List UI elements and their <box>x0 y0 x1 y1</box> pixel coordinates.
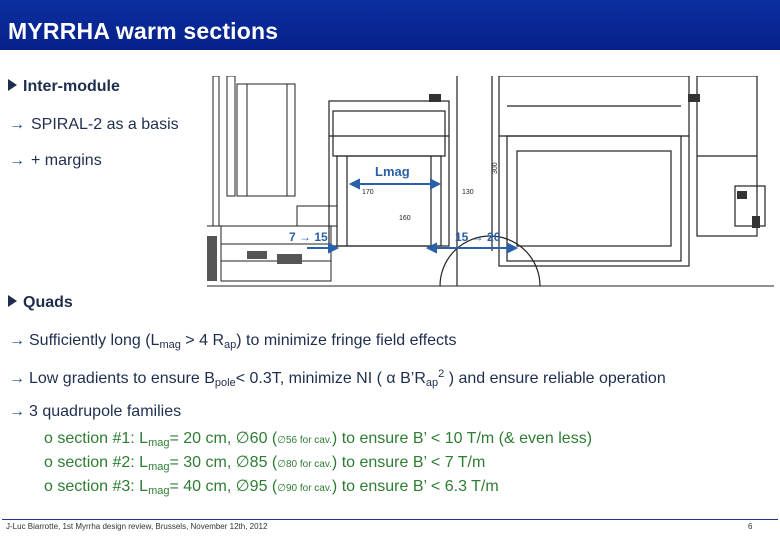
right-arrow-icon: → <box>9 332 25 349</box>
page-number: 6 <box>748 522 753 531</box>
left-range-label: 7 → 15 <box>289 230 328 244</box>
lmag-label: Lmag <box>375 164 410 179</box>
footer-divider <box>2 519 778 520</box>
intermodule-item: → SPIRAL-2 as a basis <box>9 116 179 133</box>
slide-title: MYRRHA warm sections <box>8 18 279 44</box>
intermodule-item: → + margins <box>9 152 102 169</box>
bullet-arrow-icon <box>8 79 17 91</box>
right-arrow-icon: → <box>9 152 25 169</box>
right-arrow-icon: → <box>9 116 25 133</box>
dim-label: 160 <box>399 215 411 222</box>
quads-line-1: → Sufficiently long ($L_{mag} > 4$ $R_{ap}$) to minimize fringe field effects <box>9 332 457 351</box>
section-item-3: o section #3: $L_{mag}= 40$ cm, ∅95 (∅90 for cav.) to ensure B’ < 6.3 T/m <box>44 478 499 497</box>
section-item-1: o section #1: $L_{mag}= 20$ cm, ∅60 (∅56 for cav.) to ensure B’ < 10 T/m (& even less) <box>44 430 593 449</box>
dim-label: 300 <box>492 162 499 174</box>
technical-drawing <box>207 76 774 292</box>
right-arrow-icon: → <box>9 370 25 387</box>
bullet-arrow-icon <box>8 295 17 307</box>
footer-citation: J-Luc Biarrotte, 1st Myrrha design review, Brussels, November 12th, 2012 <box>6 522 268 531</box>
title-bar <box>0 0 780 50</box>
dim-label: 130 <box>462 189 474 196</box>
intermodule-heading: Inter-module <box>8 78 120 96</box>
right-range-label: 15 → 20 <box>455 230 501 244</box>
dim-label: 170 <box>362 189 374 196</box>
section-item-2: o section #2: $L_{mag}= 30$ cm, ∅85 (∅80 for cav.) to ensure B’ < 7 T/m <box>44 454 486 473</box>
quads-line-3: → 3 quadrupole families <box>9 403 182 420</box>
quads-heading: Quads <box>8 294 73 312</box>
quads-line-2: → Low gradients to ensure $B_{pole}< 0.3T$, minimize NI ( α $B’R_{ap}^2$ ) and ensure reliable operation <box>9 368 666 389</box>
right-arrow-icon: → <box>9 403 25 420</box>
